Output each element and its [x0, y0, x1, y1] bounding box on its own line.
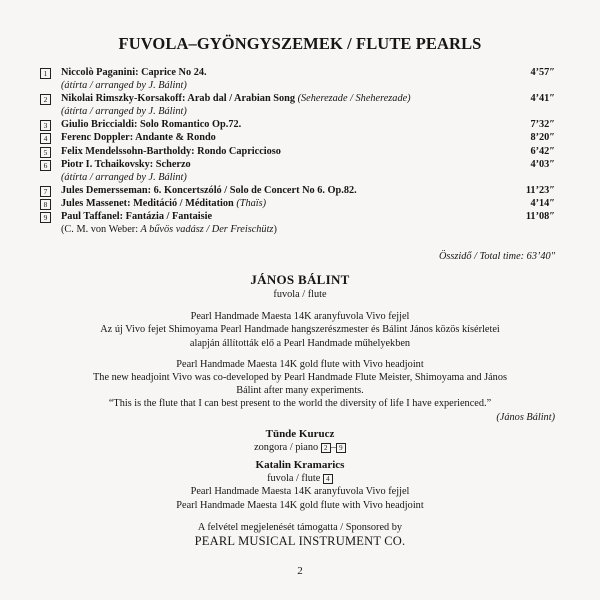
track-title: Giulio Briccialdi: Solo Romantico Op.72. [61, 119, 242, 131]
sponsor-line: A felvétel megjelenését támogatta / Sponsored by [197, 522, 403, 533]
instrument-line-en: Pearl Handmade Maesta 14K gold flute with Vivo headjoint [176, 499, 424, 511]
instrument-line: Pearl Handmade Maesta 14K aranyfuvola Vivo fejjel [190, 311, 410, 323]
artist-block-balint [0, 272, 600, 397]
track-title: Jules Massenet: Meditáció / Méditation (Thaïs) [61, 197, 267, 209]
track-box: 9 [336, 443, 346, 453]
total-time: Összidő / Total time: 63’40″ [438, 251, 555, 262]
track-title: Ferenc Doppler: Andante & Rondo [61, 132, 216, 144]
instrument-line-en: The new headjoint Vivo was co-developed by Pearl Handmade Flute Meister, Shimoyama and János [93, 371, 507, 383]
artist-name: Tünde Kurucz [265, 428, 335, 440]
quote-signature: (János Bálint) [496, 412, 555, 423]
artist-name: Katalin Kramarics [255, 459, 345, 471]
track-duration: 4’57″ [530, 67, 555, 78]
track-item [40, 210, 555, 236]
track-duration: 11’08″ [525, 211, 555, 223]
track-number: 4 [40, 133, 51, 144]
track-title: Niccolò Paganini: Caprice No 24. [61, 67, 207, 78]
instrument-line: alapján állították elő a Pearl Handmade műhelyekben [189, 337, 411, 349]
artist-role: zongora / piano 2 – 9 [0, 441, 600, 454]
track-box: 2 [321, 443, 331, 453]
track-list [40, 66, 555, 236]
track-item [40, 197, 555, 210]
track-item [40, 184, 555, 197]
track-note: (átírta / arranged by J. Bálint) [61, 106, 187, 118]
track-title: Nikolai Rimszky-Korsakoff: Arab dal / Arabian Song (Seherezade / Sheherezade) [61, 93, 411, 105]
track-number: 7 [40, 186, 51, 197]
track-number: 9 [40, 212, 51, 223]
track-item [40, 92, 555, 118]
track-title: Jules Demersseman: 6. Koncertszóló / Solo de Concert No 6. Op.82. [61, 184, 357, 196]
track-item [40, 118, 555, 131]
track-note: (átírta / arranged by J. Bálint) [61, 171, 187, 183]
track-duration: 6’42″ [530, 145, 555, 157]
instrument-line-en: Bálint after many experiments. [236, 385, 364, 397]
track-duration: 7’32″ [530, 119, 555, 131]
page-heading: FUVOLA–GYÖNGYSZEMEK / FLUTE PEARLS [118, 34, 482, 53]
instrument-line-en: Pearl Handmade Maesta 14K gold flute with Vivo headjoint [176, 358, 424, 370]
artist-block-kramarics [0, 459, 600, 512]
track-item [40, 145, 555, 158]
artist-name: JÁNOS BÁLINT [250, 272, 350, 287]
page-number: 2 [297, 565, 303, 577]
instrument-line: Pearl Handmade Maesta 14K aranyfuvola Vivo fejjel [190, 486, 410, 498]
track-note: (C. M. von Weber: A bűvös vadász / Der Freischütz) [61, 224, 277, 236]
track-note: (átírta / arranged by J. Bálint) [61, 80, 187, 92]
track-title: Felix Mendelssohn-Bartholdy: Rondo Capriccioso [61, 145, 281, 157]
track-number: 1 [40, 68, 51, 79]
track-duration: 11’23″ [525, 184, 555, 196]
track-number: 8 [40, 199, 51, 210]
track-number: 3 [40, 120, 51, 131]
track-box: 4 [323, 474, 333, 484]
sponsor-block [0, 521, 600, 549]
sponsor-company: PEARL MUSICAL INSTRUMENT CO. [194, 534, 406, 549]
artist-block-kurucz [0, 428, 600, 454]
track-number: 5 [40, 147, 51, 158]
track-title: Paul Taffanel: Fantázia / Fantaisie [61, 211, 213, 223]
track-item [40, 131, 555, 144]
track-item [40, 158, 555, 184]
instrument-line: Az új Vivo fejet Shimoyama Pearl Handmade hangszerészmester és Bálint János közös kísérletei [100, 324, 500, 336]
track-number: 2 [40, 94, 51, 105]
track-duration: 4’41″ [530, 93, 555, 105]
track-duration: 4’03″ [530, 158, 555, 170]
artist-role: fuvola / flute [273, 289, 327, 300]
track-title: Piotr I. Tchaikovsky: Scherzo [61, 158, 191, 170]
track-duration: 8’20″ [530, 132, 555, 144]
artist-quote: “This is the flute that I can best present to the world the diversity of life I have experienced.” [108, 398, 492, 409]
track-item [40, 66, 555, 92]
track-number: 6 [40, 160, 51, 171]
artist-role: fuvola / flute 4 [0, 472, 600, 485]
track-duration: 4’14″ [530, 197, 555, 209]
